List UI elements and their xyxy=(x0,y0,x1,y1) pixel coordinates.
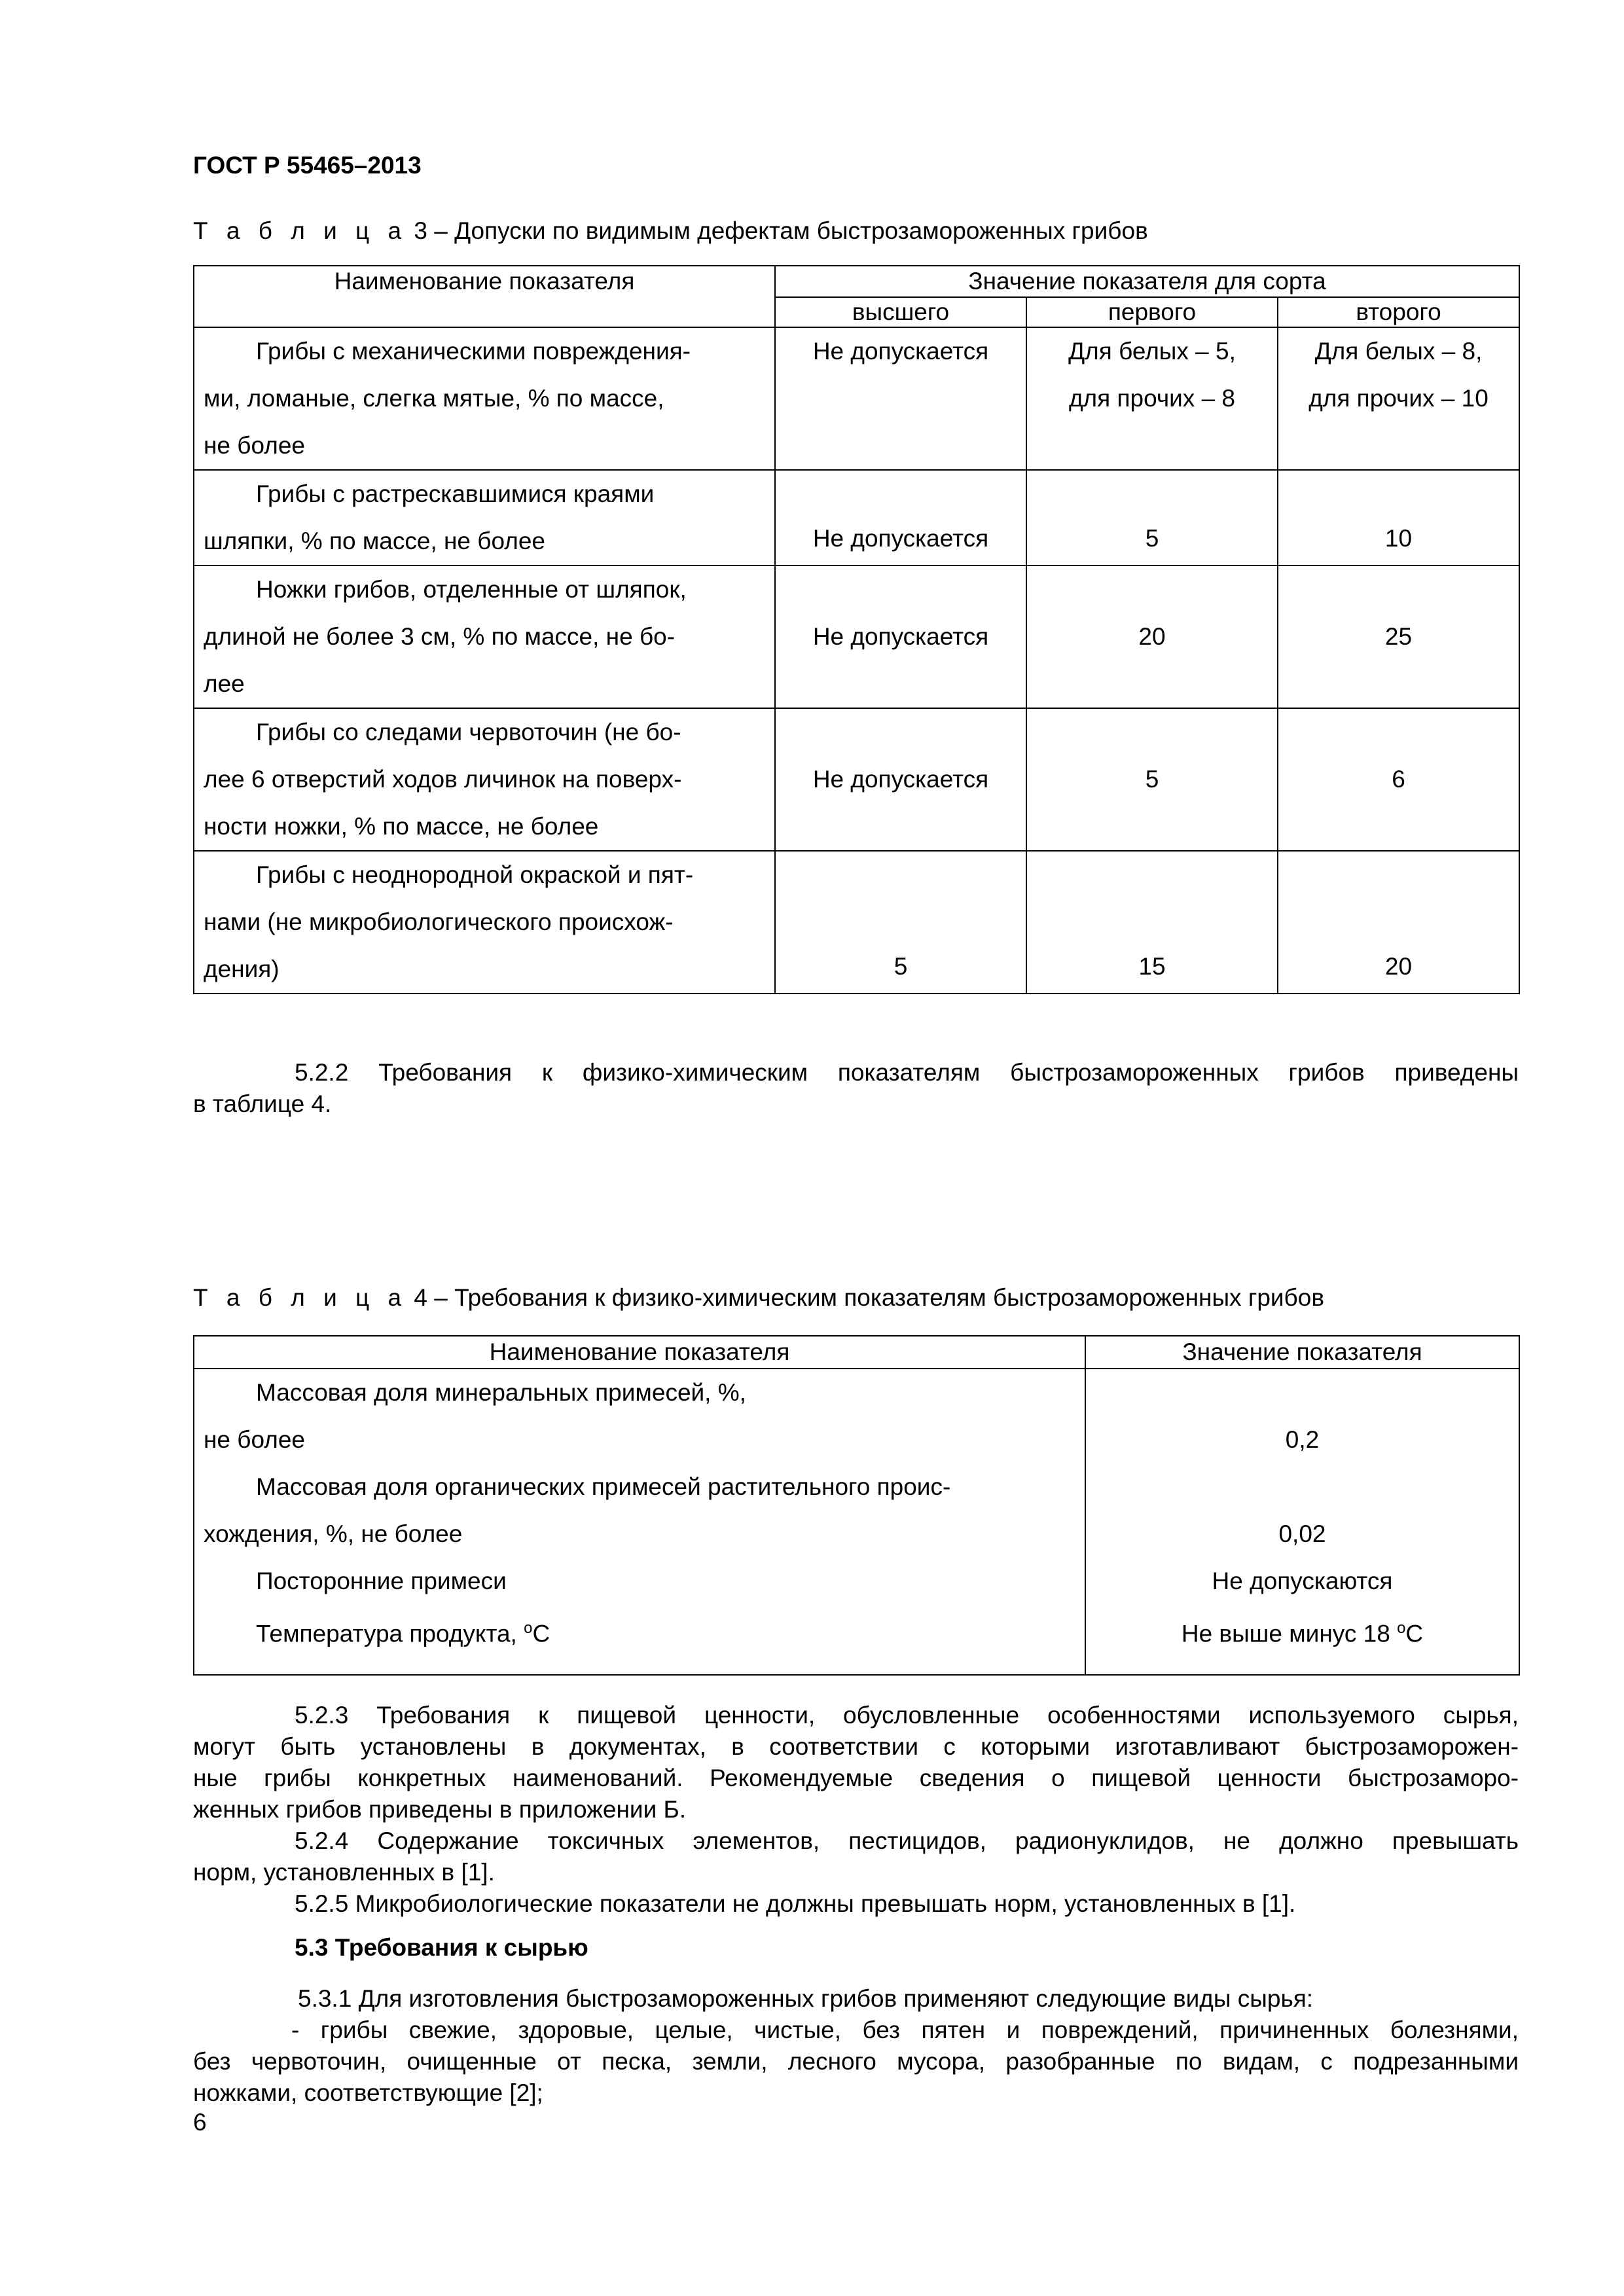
table3-row2-name: Грибы с растрескавшимися краями шляпки, % по массе, не более xyxy=(194,470,775,565)
table3-row4-v2: 5 xyxy=(1026,708,1278,851)
table3-row3-v1: Не допускается xyxy=(775,565,1026,708)
table-row xyxy=(194,327,1519,470)
table-row xyxy=(194,1369,1519,1675)
table3-row5-v1: 5 xyxy=(775,851,1026,994)
table3-row1-v1: Не допускается xyxy=(775,327,1026,470)
table3-row3-v2: 20 xyxy=(1026,565,1278,708)
table3-row3-v3: 25 xyxy=(1278,565,1519,708)
table4-caption-prefix: Т а б л и ц а xyxy=(193,1284,408,1311)
table3-row2-v2: 5 xyxy=(1026,470,1278,565)
table3-row3-name: Ножки грибов, отделенные от шляпок, длиной не более 3 см, % по массе, не бо- лее xyxy=(194,565,775,708)
table3-header-grade-1: высшего xyxy=(775,297,1026,327)
table3-row4-name: Грибы со следами червоточин (не бо- лее 6 отверстий ходов личинок на поверх- ности ножки, % по массе, не более xyxy=(194,708,775,851)
table-row xyxy=(194,708,1519,851)
table4-header-value: Значение показателя xyxy=(1085,1336,1519,1369)
paragraph-5-2-4: 5.2.4 Содержание токсичных элементов, пестицидов, радионуклидов, не должно превышать норм, установленных в [1]. xyxy=(193,1827,1519,1886)
table4 xyxy=(193,1335,1520,1676)
table4-names-cell: Массовая доля минеральных примесей, %, не более Массовая доля органических примесей растительного проис- хождения, %, не более Посторонние примеси Температура продукта, $^о$С xyxy=(194,1369,1085,1675)
paragraph-5-3-1: 5.3.1 Для изготовления быстрозамороженных грибов применяют следующие виды сырья: xyxy=(298,1985,1314,2012)
table3-row4-v3: 6 xyxy=(1278,708,1519,851)
table3-header-group: Значение показателя для сорта xyxy=(775,266,1519,297)
table3-caption-text: 3 – Допуски по видимым дефектам быстрозамороженных грибов xyxy=(414,217,1148,244)
paragraph-raw-materials-list: - грибы свежие, здоровые, целые, чистые, без пятен и повреждений, причиненных болезнями, без червоточин, очищенные от песка, земли, лесного мусора, разобранные по видам, с подрезанными ножками, соответствующие [2]; xyxy=(193,2017,1519,2106)
table3-row5-name: Грибы с неоднородной окраской и пят- нами (не микробиологического происхож- дения) xyxy=(194,851,775,994)
table3-caption xyxy=(193,217,1148,245)
table3 xyxy=(193,265,1520,994)
table3-caption-prefix: Т а б л и ц а xyxy=(193,217,408,244)
paragraph-5-2-2: 5.2.2 Требования к физико-химическим показателям быстрозамороженных грибов приведены в таблице 4. xyxy=(193,1059,1519,1117)
section-heading-5-3: 5.3 Требования к сырью xyxy=(295,1934,588,1961)
table3-row5-v2: 15 xyxy=(1026,851,1278,994)
table3-row2-v3: 10 xyxy=(1278,470,1519,565)
page-number: 6 xyxy=(193,2109,207,2136)
table3-row5-v3: 20 xyxy=(1278,851,1519,994)
table-row xyxy=(194,851,1519,994)
table3-row1-v3: Для белых – 8, для прочих – 10 xyxy=(1278,327,1519,470)
table3-row2-v1: Не допускается xyxy=(775,470,1026,565)
table3-row4-v1: Не допускается xyxy=(775,708,1026,851)
paragraph-5-2-5: 5.2.5 Микробиологические показатели не должны превышать норм, установленных в [1]. xyxy=(295,1890,1296,1917)
paragraph-5-2-3: 5.2.3 Требования к пищевой ценности, обусловленные особенностями используемого сырья, могут быть установлены в документах, в соответствии с которыми изготавливают быстрозаморожен- ные грибы конкретных наименований. Рекомендуемые сведения о пищевой ценности быстрозаморо- женных грибов приведены в приложении Б. xyxy=(193,1702,1519,1823)
table4-values-cell: 0,2 0,02 Не допускаются Не выше минус 18 $^о$С xyxy=(1085,1369,1519,1675)
table4-caption-text: 4 – Требования к физико-химическим показателям быстрозамороженных грибов xyxy=(414,1284,1324,1311)
table4-header-name: Наименование показателя xyxy=(194,1336,1085,1369)
table3-row1-v2: Для белых – 5, для прочих – 8 xyxy=(1026,327,1278,470)
table4-caption xyxy=(193,1284,1324,1312)
table3-row1-name: Грибы с механическими повреждения- ми, ломаные, слегка мятые, % по массе, не более xyxy=(194,327,775,470)
document-header: ГОСТ Р 55465–2013 xyxy=(193,152,422,179)
table-row xyxy=(194,470,1519,565)
table3-header-name: Наименование показателя xyxy=(194,266,775,327)
table3-header-grade-3: второго xyxy=(1278,297,1519,327)
table-row xyxy=(194,565,1519,708)
table3-header-grade-2: первого xyxy=(1026,297,1278,327)
